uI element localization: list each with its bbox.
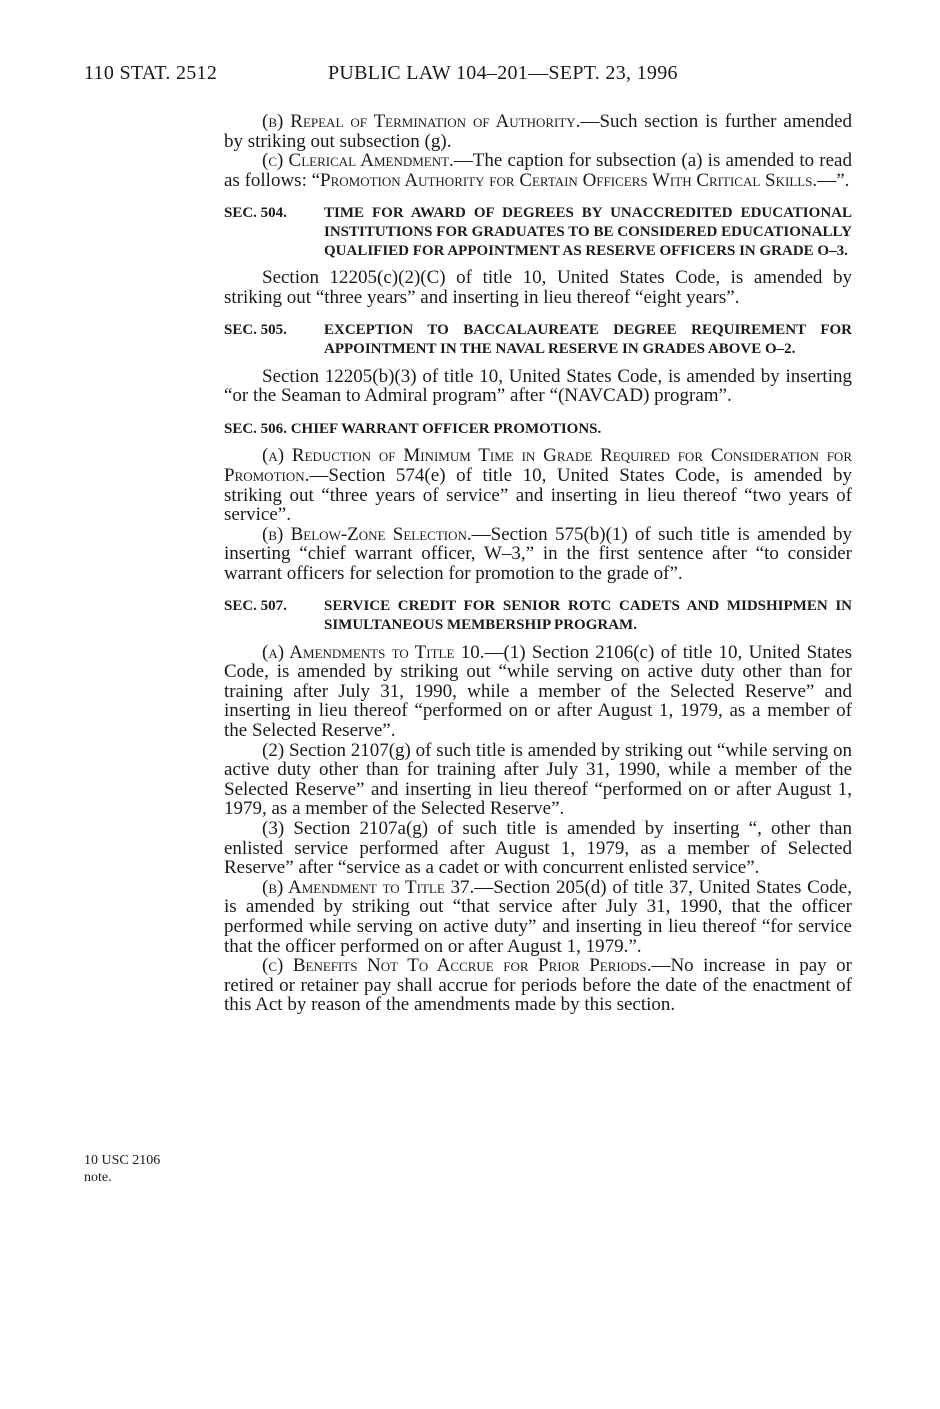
- paragraph-sec-506a: [224, 446, 852, 524]
- section-title: CHIEF WARRANT OFFICER PROMOTIONS.: [290, 420, 602, 437]
- paragraph-sec-505: Section 12205(b)(3) of title 10, United States Code, is amended by inserting “or the Seaman to Admiral program” after “(NAVCAD) program”.: [224, 365, 852, 407]
- subsection-heading: (c) Clerical Amendment.: [262, 150, 454, 172]
- paragraph-text: —Section 574(e) of title 10, United States Code, is amended by striking out “three years of service” and inserting in lieu thereof “two years of service”.: [224, 464, 852, 526]
- section-title: SERVICE CREDIT FOR SENIOR ROTC CADETS AND MIDSHIPMEN IN SIMULTANEOUS MEMBERSHIP PROGRAM.: [324, 598, 852, 634]
- paragraph-sec-504: Section 12205(c)(2)(C) of title 10, United States Code, is amended by striking out “three years” and inserting in lieu thereof “eight years”.: [224, 267, 852, 308]
- paragraph-sec-506b: [224, 525, 852, 584]
- paragraph-sec-507a-3: (3) Section 2107a(g) of such title is amended by inserting “, other than enlisted service performed after August 1, 1979, as a member of Selected Reserve” after “service as a cadet or with concurrent enlisted service”.: [224, 818, 852, 879]
- section-title: EXCEPTION TO BACCALAUREATE DEGREE REQUIREMENT FOR APPOINTMENT IN THE NAVAL RESERVE IN GRADES ABOVE O–2.: [324, 322, 852, 357]
- paragraph-sec-507a: [224, 643, 852, 741]
- paragraph-clerical-amendment: [224, 151, 852, 190]
- subsection-heading: (a) Reduction of Minimum Time in Grade Required for Consideration for Promotion.: [224, 445, 852, 486]
- paragraph-text: —Such section is further amended by striking out subsection (g).: [224, 111, 852, 152]
- paragraph-text: —Section 575(b)(1) of such title is amended by inserting “chief warrant officer, W–3,” in the first sentence after “to consider warrant officers for selection for promotion to the grade of”.: [224, 523, 852, 584]
- subsection-heading: (b) Amendment to Title 37.: [262, 876, 475, 898]
- public-law-citation: PUBLIC LAW 104–201—SEPT. 23, 1996: [328, 62, 678, 84]
- paragraph-text: —No increase in pay or retired or retainer pay shall accrue for periods before the date of the enactment of this Act by reason of the amendments made by this section.: [224, 955, 852, 1016]
- caption-text: Promotion Authority for Certain Officers With Critical Skills.: [320, 169, 818, 191]
- paragraph-text: —The caption for subsection (a) is amended to read as follows: “: [224, 150, 852, 191]
- section-number: SEC. 506.: [224, 420, 287, 437]
- subsection-heading: (c) Benefits Not To Accrue for Prior Periods.: [262, 955, 652, 977]
- statute-page-number: 110 STAT. 2512: [84, 62, 218, 84]
- section-number: SEC. 507.: [224, 598, 287, 615]
- law-text-body: [224, 112, 852, 1015]
- section-number: SEC. 504.: [224, 205, 287, 222]
- paragraph-text: —Section 205(d) of title 37, United States Code, is amended by striking out “that service after July 31, 1990, that the officer performed while serving on active duty” and inserting in lieu thereof “for service that the officer performed on or after August 1, 1979.”.: [224, 876, 852, 957]
- paragraph-repeal-termination: [224, 112, 852, 151]
- margin-note: [84, 1152, 184, 1186]
- paragraph-sec-507b: [224, 878, 852, 956]
- subsection-heading: (b) Repeal of Termination of Authority.: [262, 111, 581, 132]
- section-heading-504: [224, 204, 852, 260]
- section-heading-507: [224, 597, 852, 634]
- paragraph-text: —”.: [817, 169, 850, 191]
- subsection-heading: (a) Amendments to Title 10.: [262, 641, 485, 663]
- section-title: TIME FOR AWARD OF DEGREES BY UNACCREDITED EDUCATIONAL INSTITUTIONS FOR GRADUATES TO BE CONSIDERED EDUCATIONALLY QUALIFIED FOR APPOINTMENT AS RESERVE OFFICERS IN GRADE O–3.: [324, 205, 852, 259]
- margin-note-citation: 10 USC 2106: [84, 1153, 161, 1168]
- section-heading-505: [224, 321, 852, 358]
- section-number: SEC. 505.: [224, 322, 287, 339]
- paragraph-text: —(1) Section 2106(c) of title 10, United States Code, is amended by striking out “while serving on active duty other than for training after July 31, 1990, while a member of the Selected Reserve” and inserting in lieu thereof “performed on or after August 1, 1979, as a member of the Selected Reserve”.: [224, 641, 852, 742]
- margin-note-label: note.: [84, 1170, 112, 1185]
- section-heading-506: [224, 420, 852, 439]
- subsection-heading: (b) Below-Zone Selection.: [262, 523, 472, 545]
- paragraph-sec-507a-2: (2) Section 2107(g) of such title is amended by striking out “while serving on active duty other than for training after July 31, 1990, while a member of the Selected Reserve” and inserting in lieu thereof “performed on or after August 1, 1979, as a member of the Selected Reserve”.: [224, 739, 852, 820]
- paragraph-sec-507c: [224, 956, 852, 1015]
